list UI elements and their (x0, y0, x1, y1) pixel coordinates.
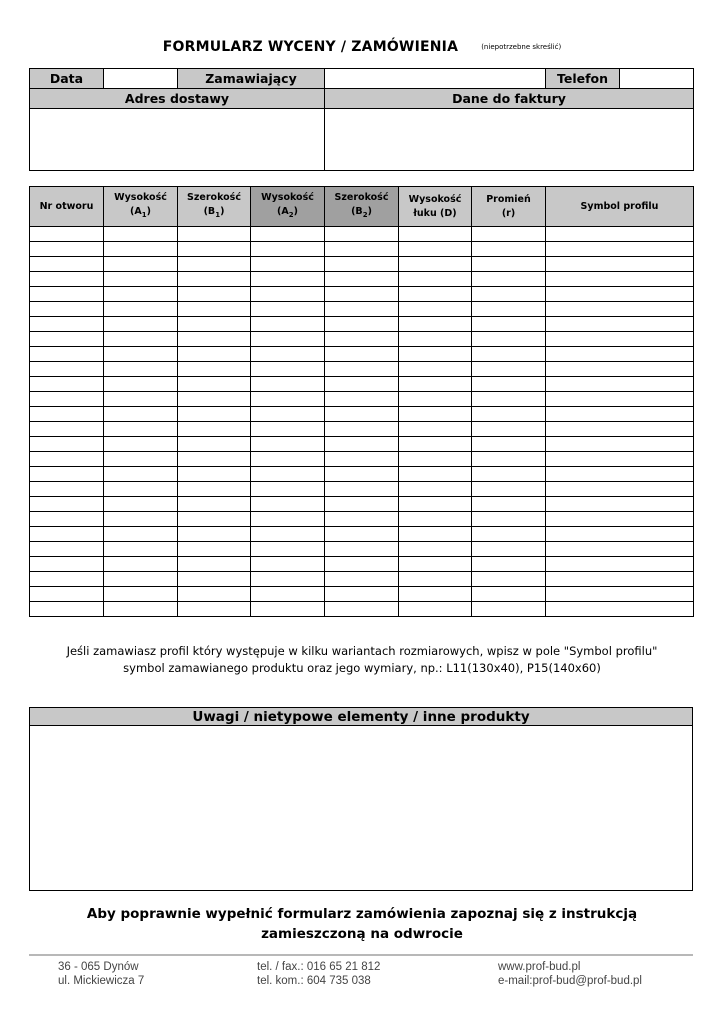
grid-cell[interactable] (472, 602, 546, 617)
date-field[interactable] (104, 69, 178, 89)
col-header-width-b2: Szerokość $(B_2)$ (325, 187, 399, 227)
grid-cell[interactable] (104, 377, 178, 392)
grid-cell[interactable] (399, 227, 472, 242)
grid-cell[interactable] (30, 302, 104, 317)
grid-cell[interactable] (251, 602, 325, 617)
col-header-radius: Promień (r) (472, 187, 546, 227)
grid-cell[interactable] (251, 257, 325, 272)
grid-cell[interactable] (399, 257, 472, 272)
grid-cell[interactable] (325, 317, 399, 332)
grid-cell[interactable] (178, 437, 251, 452)
grid-cell[interactable] (472, 422, 546, 437)
grid-cell[interactable] (104, 287, 178, 302)
table-row (30, 302, 694, 317)
grid-cell[interactable] (104, 347, 178, 362)
grid-cell[interactable] (399, 557, 472, 572)
profile-note (0, 643, 724, 677)
col-header-width-b1: Szerokość $(B_1)$ (178, 187, 251, 227)
grid-cell[interactable] (104, 272, 178, 287)
grid-cell[interactable] (472, 572, 546, 587)
grid-cell[interactable] (325, 482, 399, 497)
footer-city: 36 - 065 Dynów (58, 961, 139, 973)
grid-cell[interactable] (104, 587, 178, 602)
grid-cell[interactable] (546, 572, 694, 587)
grid-cell[interactable] (30, 452, 104, 467)
grid-cell[interactable] (178, 497, 251, 512)
grid-cell[interactable] (30, 317, 104, 332)
grid-cell[interactable] (178, 407, 251, 422)
grid-cell[interactable] (399, 437, 472, 452)
grid-cell[interactable] (546, 587, 694, 602)
grid-cell[interactable] (399, 377, 472, 392)
orderer-field[interactable] (325, 69, 546, 89)
remarks-field[interactable] (30, 726, 693, 891)
table-row (30, 527, 694, 542)
grid-cell[interactable] (472, 227, 546, 242)
grid-cell[interactable] (472, 377, 546, 392)
grid-cell[interactable] (472, 287, 546, 302)
grid-cell[interactable] (399, 317, 472, 332)
grid-cell[interactable] (104, 317, 178, 332)
grid-cell[interactable] (546, 257, 694, 272)
table-row (30, 557, 694, 572)
grid-cell[interactable] (399, 242, 472, 257)
grid-cell[interactable] (104, 542, 178, 557)
table-row (30, 257, 694, 272)
grid-cell[interactable] (104, 512, 178, 527)
grid-cell[interactable] (472, 332, 546, 347)
grid-cell[interactable] (178, 587, 251, 602)
grid-cell[interactable] (30, 587, 104, 602)
table-row (30, 392, 694, 407)
grid-cell[interactable] (178, 572, 251, 587)
grid-cell[interactable] (546, 437, 694, 452)
grid-cell[interactable] (472, 557, 546, 572)
grid-cell[interactable] (178, 602, 251, 617)
grid-cell[interactable] (178, 362, 251, 377)
grid-cell[interactable] (178, 527, 251, 542)
grid-cell[interactable] (546, 302, 694, 317)
grid-cell[interactable] (546, 452, 694, 467)
grid-cell[interactable] (251, 572, 325, 587)
grid-cell[interactable] (178, 392, 251, 407)
grid-cell[interactable] (546, 287, 694, 302)
grid-cell[interactable] (399, 512, 472, 527)
grid-cell[interactable] (251, 407, 325, 422)
grid-cell[interactable] (325, 227, 399, 242)
grid-cell[interactable] (472, 272, 546, 287)
grid-cell[interactable] (399, 392, 472, 407)
grid-cell[interactable] (472, 527, 546, 542)
grid-cell[interactable] (546, 557, 694, 572)
grid-cell[interactable] (178, 557, 251, 572)
grid-cell[interactable] (104, 407, 178, 422)
grid-cell[interactable] (325, 332, 399, 347)
grid-cell[interactable] (325, 437, 399, 452)
instruction-text (0, 904, 724, 944)
phone-field[interactable] (620, 69, 694, 89)
grid-cell[interactable] (251, 452, 325, 467)
grid-cell[interactable] (251, 392, 325, 407)
footer-phones (257, 960, 380, 988)
table-row (30, 482, 694, 497)
grid-cell[interactable] (178, 482, 251, 497)
table-row (30, 377, 694, 392)
grid-cell[interactable] (399, 407, 472, 422)
grid-cell[interactable] (325, 407, 399, 422)
order-grid (29, 186, 694, 617)
grid-cell[interactable] (472, 482, 546, 497)
grid-cell[interactable] (546, 407, 694, 422)
grid-cell[interactable] (178, 422, 251, 437)
grid-cell[interactable] (399, 452, 472, 467)
grid-cell[interactable] (30, 542, 104, 557)
grid-cell[interactable] (325, 422, 399, 437)
grid-cell[interactable] (399, 467, 472, 482)
grid-cell[interactable] (104, 497, 178, 512)
grid-cell[interactable] (178, 332, 251, 347)
grid-cell[interactable] (546, 467, 694, 482)
footer-street: ul. Mickiewicza 7 (58, 975, 145, 987)
grid-cell[interactable] (30, 602, 104, 617)
grid-cell[interactable] (546, 497, 694, 512)
grid-cell[interactable] (30, 392, 104, 407)
grid-cell[interactable] (325, 287, 399, 302)
form-title: FORMULARZ WYCENY / ZAMÓWIENIA (162, 39, 459, 55)
grid-cell[interactable] (30, 497, 104, 512)
grid-cell[interactable] (472, 242, 546, 257)
table-row (30, 332, 694, 347)
grid-cell[interactable] (178, 317, 251, 332)
grid-cell[interactable] (251, 467, 325, 482)
grid-cell[interactable] (30, 347, 104, 362)
grid-cell[interactable] (399, 347, 472, 362)
grid-cell[interactable] (178, 347, 251, 362)
grid-cell[interactable] (472, 587, 546, 602)
col-header-height-a1: Wysokość $(A_1)$ (104, 187, 178, 227)
grid-cell[interactable] (251, 302, 325, 317)
delivery-address-field[interactable] (30, 109, 325, 171)
grid-cell[interactable] (251, 587, 325, 602)
grid-cell[interactable] (104, 452, 178, 467)
grid-cell[interactable] (178, 452, 251, 467)
grid-cell[interactable] (546, 272, 694, 287)
grid-cell[interactable] (30, 482, 104, 497)
footer-divider (29, 954, 693, 956)
grid-cell[interactable] (325, 347, 399, 362)
grid-cell[interactable] (399, 422, 472, 437)
col-header-nr: Nr otworu (30, 187, 104, 227)
grid-cell[interactable] (30, 572, 104, 587)
table-row (30, 272, 694, 287)
grid-cell[interactable] (546, 332, 694, 347)
grid-cell[interactable] (30, 467, 104, 482)
grid-cell[interactable] (251, 542, 325, 557)
grid-cell[interactable] (251, 377, 325, 392)
date-label: Data (30, 69, 104, 89)
grid-cell[interactable] (30, 257, 104, 272)
grid-cell[interactable] (472, 512, 546, 527)
grid-cell[interactable] (251, 527, 325, 542)
grid-cell[interactable] (472, 467, 546, 482)
col-header-height-a2: Wysokość $(A_2)$ (251, 187, 325, 227)
footer-web (498, 960, 642, 988)
grid-cell[interactable] (104, 362, 178, 377)
col-header-profile-symbol: Symbol profilu (546, 187, 694, 227)
grid-cell[interactable] (399, 572, 472, 587)
grid-cell[interactable] (30, 227, 104, 242)
delivery-address-label: Adres dostawy (30, 89, 325, 109)
table-row (30, 587, 694, 602)
grid-cell[interactable] (472, 452, 546, 467)
grid-cell[interactable] (325, 452, 399, 467)
grid-cell[interactable] (399, 527, 472, 542)
grid-cell[interactable] (399, 482, 472, 497)
grid-cell[interactable] (472, 437, 546, 452)
table-row (30, 242, 694, 257)
grid-cell[interactable] (399, 602, 472, 617)
grid-cell[interactable] (30, 242, 104, 257)
grid-cell[interactable] (399, 272, 472, 287)
grid-cell[interactable] (251, 362, 325, 377)
footer-tel-kom: tel. kom.: 604 735 038 (257, 975, 371, 987)
grid-cell[interactable] (251, 332, 325, 347)
grid-cell[interactable] (30, 422, 104, 437)
grid-cell[interactable] (399, 542, 472, 557)
table-row (30, 437, 694, 452)
grid-cell[interactable] (546, 602, 694, 617)
grid-cell[interactable] (30, 332, 104, 347)
grid-cell[interactable] (104, 527, 178, 542)
grid-cell[interactable] (104, 422, 178, 437)
grid-cell[interactable] (472, 392, 546, 407)
grid-cell[interactable] (546, 227, 694, 242)
grid-cell[interactable] (251, 287, 325, 302)
grid-cell[interactable] (325, 587, 399, 602)
grid-cell[interactable] (546, 542, 694, 557)
grid-cell[interactable] (472, 317, 546, 332)
grid-cell[interactable] (325, 377, 399, 392)
grid-cell[interactable] (325, 302, 399, 317)
grid-cell[interactable] (104, 227, 178, 242)
grid-cell[interactable] (546, 422, 694, 437)
col-header-arc-height: Wysokość łuku (D) (399, 187, 472, 227)
invoice-data-label: Dane do faktury (325, 89, 694, 109)
grid-cell[interactable] (30, 557, 104, 572)
grid-cell[interactable] (325, 542, 399, 557)
grid-cell[interactable] (472, 362, 546, 377)
instruction-line-2: zamieszczoną na odwrocie (261, 926, 463, 942)
grid-cell[interactable] (178, 542, 251, 557)
footer-email[interactable]: e-mail:prof-bud@prof-bud.pl (498, 975, 642, 987)
table-row (30, 422, 694, 437)
grid-cell[interactable] (546, 242, 694, 257)
grid-cell[interactable] (325, 527, 399, 542)
grid-cell[interactable] (472, 542, 546, 557)
grid-cell[interactable] (30, 362, 104, 377)
grid-cell[interactable] (30, 287, 104, 302)
title-note: (niepotrzebne skreślić) (481, 43, 562, 51)
grid-cell[interactable] (104, 482, 178, 497)
grid-cell[interactable] (399, 587, 472, 602)
grid-cell[interactable] (178, 302, 251, 317)
phone-label: Telefon (546, 69, 620, 89)
grid-cell[interactable] (472, 302, 546, 317)
table-row (30, 362, 694, 377)
grid-cell[interactable] (325, 242, 399, 257)
grid-cell[interactable] (104, 257, 178, 272)
grid-cell[interactable] (104, 467, 178, 482)
grid-cell[interactable] (251, 497, 325, 512)
grid-cell[interactable] (104, 302, 178, 317)
grid-cell[interactable] (30, 407, 104, 422)
table-row (30, 407, 694, 422)
grid-cell[interactable] (30, 377, 104, 392)
grid-cell[interactable] (104, 557, 178, 572)
table-row (30, 512, 694, 527)
footer-tel-fax: tel. / fax.: 016 65 21 812 (257, 961, 381, 973)
grid-cell[interactable] (472, 347, 546, 362)
grid-cell[interactable] (325, 362, 399, 377)
remarks-table (29, 707, 693, 891)
grid-cell[interactable] (104, 437, 178, 452)
grid-cell[interactable] (178, 257, 251, 272)
grid-cell[interactable] (251, 437, 325, 452)
grid-cell[interactable] (251, 557, 325, 572)
grid-cell[interactable] (251, 272, 325, 287)
grid-cell[interactable] (251, 242, 325, 257)
grid-cell[interactable] (30, 527, 104, 542)
table-row (30, 287, 694, 302)
grid-cell[interactable] (30, 512, 104, 527)
grid-cell[interactable] (178, 242, 251, 257)
grid-cell[interactable] (546, 347, 694, 362)
instruction-line-1: Aby poprawnie wypełnić formularz zamówienia zapoznaj się z instrukcją (86, 906, 638, 922)
grid-cell[interactable] (30, 272, 104, 287)
grid-cell[interactable] (546, 317, 694, 332)
grid-cell[interactable] (251, 227, 325, 242)
grid-cell[interactable] (546, 527, 694, 542)
grid-cell[interactable] (251, 317, 325, 332)
orderer-label: Zamawiający (178, 69, 325, 89)
grid-cell[interactable] (325, 572, 399, 587)
table-row (30, 542, 694, 557)
grid-cell[interactable] (178, 512, 251, 527)
grid-cell[interactable] (104, 332, 178, 347)
table-row (30, 602, 694, 617)
grid-cell[interactable] (399, 287, 472, 302)
footer-www[interactable]: www.prof-bud.pl (498, 961, 581, 973)
grid-cell[interactable] (178, 467, 251, 482)
table-row (30, 452, 694, 467)
grid-cell[interactable] (325, 467, 399, 482)
grid-cell[interactable] (325, 602, 399, 617)
grid-cell[interactable] (546, 362, 694, 377)
table-row (30, 497, 694, 512)
grid-cell[interactable] (251, 482, 325, 497)
grid-cell[interactable] (399, 332, 472, 347)
grid-cell[interactable] (325, 392, 399, 407)
grid-cell[interactable] (325, 557, 399, 572)
grid-cell[interactable] (472, 407, 546, 422)
table-row (30, 467, 694, 482)
grid-cell[interactable] (178, 272, 251, 287)
grid-cell[interactable] (104, 572, 178, 587)
grid-cell[interactable] (399, 497, 472, 512)
grid-cell[interactable] (251, 347, 325, 362)
grid-cell[interactable] (178, 377, 251, 392)
grid-cell[interactable] (472, 497, 546, 512)
grid-cell[interactable] (104, 602, 178, 617)
footer-address (58, 960, 144, 988)
grid-cell[interactable] (399, 302, 472, 317)
grid-cell[interactable] (325, 257, 399, 272)
grid-cell[interactable] (325, 272, 399, 287)
table-row (30, 227, 694, 242)
grid-cell[interactable] (178, 227, 251, 242)
table-row (30, 347, 694, 362)
table-row (30, 317, 694, 332)
profile-note-line-2: symbol zamawianego produktu oraz jego wymiary, np.: L11(130x40), P15(140x60) (123, 661, 601, 675)
form-title-row (0, 36, 724, 55)
remarks-label: Uwagi / nietypowe elementy / inne produkty (30, 708, 693, 726)
grid-cell[interactable] (178, 287, 251, 302)
grid-cell[interactable] (325, 512, 399, 527)
invoice-data-field[interactable] (325, 109, 694, 171)
grid-cell[interactable] (546, 512, 694, 527)
grid-cell[interactable] (546, 392, 694, 407)
header-table (29, 68, 694, 171)
grid-cell[interactable] (546, 482, 694, 497)
grid-cell[interactable] (104, 392, 178, 407)
grid-cell[interactable] (472, 257, 546, 272)
grid-cell[interactable] (325, 497, 399, 512)
grid-cell[interactable] (251, 422, 325, 437)
table-row (30, 572, 694, 587)
grid-cell[interactable] (104, 242, 178, 257)
profile-note-line-1: Jeśli zamawiasz profil który występuje w kilku wariantach rozmiarowych, wpisz w pole "Symbol profilu" (66, 644, 658, 658)
grid-cell[interactable] (546, 377, 694, 392)
grid-cell[interactable] (251, 512, 325, 527)
grid-cell[interactable] (399, 362, 472, 377)
grid-cell[interactable] (30, 437, 104, 452)
